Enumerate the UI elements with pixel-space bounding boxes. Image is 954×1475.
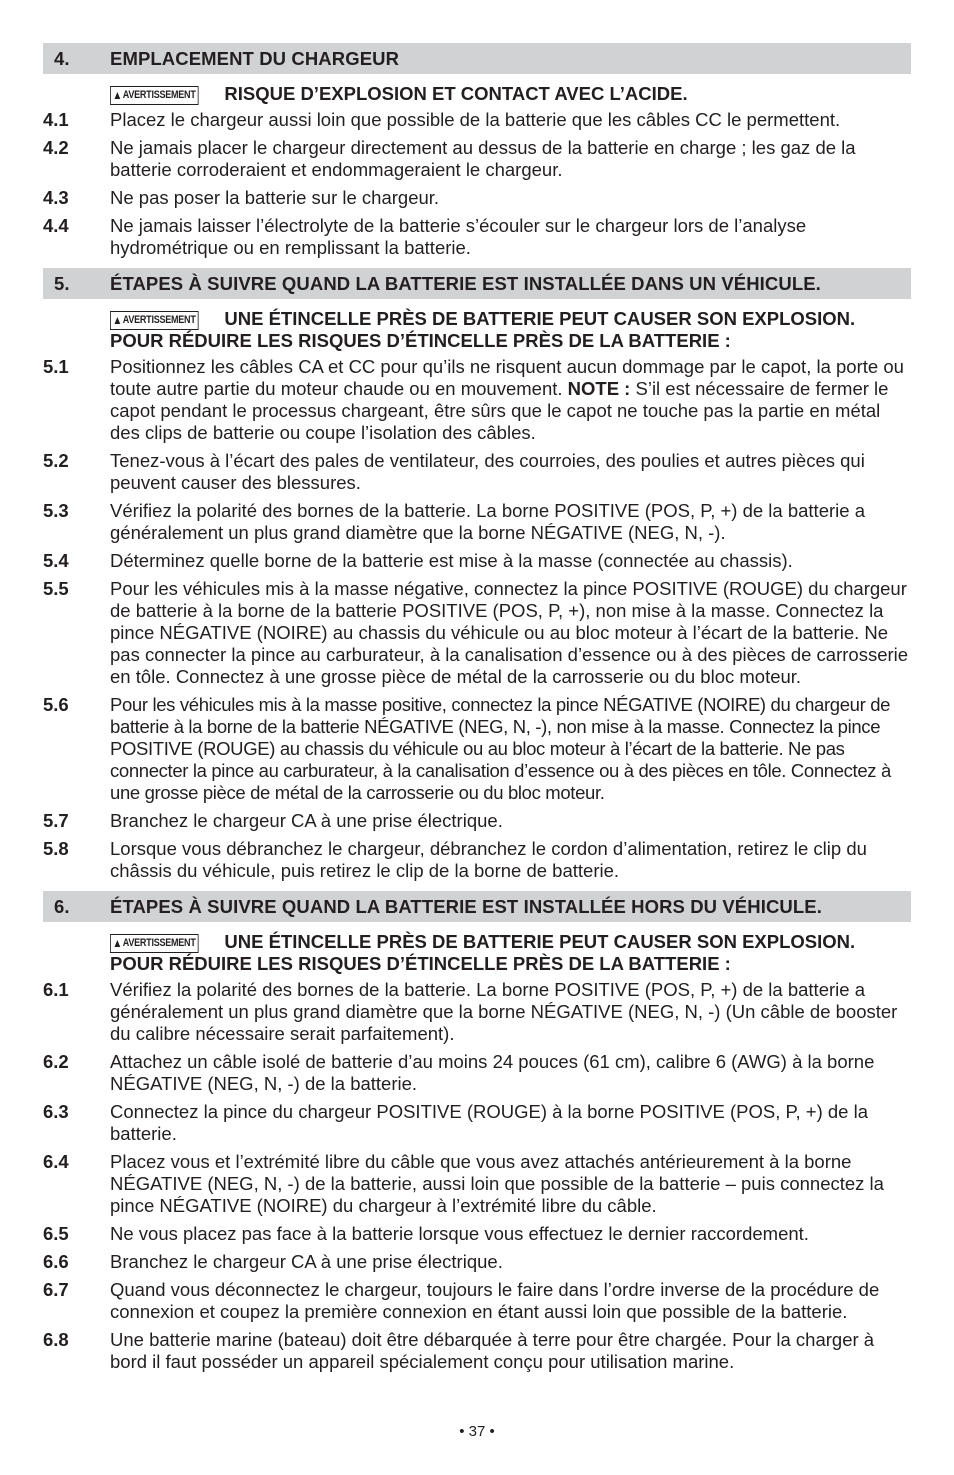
item-number: 5.4 [43, 550, 69, 571]
item-number: 5.5 [43, 578, 69, 599]
warning-text: UNE ÉTINCELLE PRÈS DE BATTERIE PEUT CAUSER SON EXPLOSION. POUR RÉDUIRE LES RISQUES D’ÉTINCELLE PRÈS DE LA BATTERIE : [110, 931, 856, 974]
list-item [43, 187, 911, 209]
item-text [110, 1279, 911, 1323]
section-number: 4. [54, 47, 70, 69]
item-body: Attachez un câble isolé de batterie d’au moins 24 pouces (61 cm), calibre 6 (AWG) à la borne NÉGATIVE (NEG, N, -) de la batterie. [110, 1051, 875, 1094]
item-body: Branchez le chargeur CA à une prise électrique. [110, 810, 503, 831]
item-number: 6.4 [43, 1151, 69, 1172]
item-text [110, 1051, 911, 1095]
item-number: 5.2 [43, 450, 69, 471]
item-text [110, 1101, 911, 1145]
item-body: Pour les véhicules mis à la masse négative, connectez la pince POSITIVE (ROUGE) du chargeur de batterie à la borne de la batterie POSITIVE (POS, P, +), non mise à la masse. Connectez la pince NÉGATIVE (NOIRE) au chassis du véhicule ou au bloc moteur à l’écart de la batterie. Ne pas connecter la pince au carburateur, à la canalisation d’essence ou à des pièces de carrosserie en tôle. Connectez à une grosse pièce de métal de la carrosserie ou du bloc moteur. [110, 578, 909, 687]
section-title: EMPLACEMENT DU CHARGEUR [110, 47, 400, 69]
list-item [43, 215, 911, 259]
list-item [43, 578, 911, 688]
document-page [43, 43, 911, 1373]
section-5 [43, 268, 911, 882]
item-text [110, 578, 911, 688]
section-number: 6. [54, 895, 70, 917]
item-number: 4.2 [43, 137, 69, 158]
warning-block [110, 922, 911, 975]
list-item [43, 810, 911, 832]
item-body: Placez vous et l’extrémité libre du câble que vous avez attachés antérieurement à la borne NÉGATIVE (NEG, N, -) de la batterie, aussi loin que possible de la batterie – puis connectez la pince NÉGATIVE (NOIRE) du chargeur à l’extrémité libre du câble. [110, 1151, 884, 1216]
warning-triangle-icon: ▲ [112, 936, 122, 950]
item-number: 5.3 [43, 500, 69, 521]
item-body: Une batterie marine (bateau) doit être débarquée à terre pour être chargée. Pour la charger à bord il faut posséder un appareil spécialement conçu pour utilisation marine. [110, 1329, 875, 1372]
item-text [110, 356, 911, 444]
section-4 [43, 43, 911, 259]
warning-badge-label: AVERTISSEMENT [122, 937, 196, 949]
warning-badge [110, 934, 199, 953]
item-body: Placez le chargeur aussi loin que possible de la batterie que les câbles CC le permettent. [110, 109, 841, 130]
list-item [43, 550, 911, 572]
item-text [110, 450, 911, 494]
item-text [110, 838, 911, 882]
list-item [43, 694, 911, 804]
section-header [43, 43, 911, 74]
warning-badge [110, 311, 199, 330]
item-body: Vérifiez la polarité des bornes de la batterie. La borne POSITIVE (POS, P, +) de la batterie a généralement un plus grand diamètre que la borne NÉGATIVE (NEG, N, -) (Un câble de booster du calibre nécessaire serait parfaitement). [110, 979, 898, 1044]
section-title: ÉTAPES À SUIVRE QUAND LA BATTERIE EST INSTALLÉE DANS UN VÉHICULE. [110, 272, 821, 294]
item-body: Ne jamais laisser l’électrolyte de la batterie s’écouler sur le chargeur lors de l’analyse hydrométrique ou en remplissant la batterie. [110, 215, 807, 258]
item-body: Pour les véhicules mis à la masse positive, connectez la pince NÉGATIVE (NOIRE) du chargeur de batterie à la borne de la batterie NÉGATIVE (NEG, N, -), non mise à la masse. Connectez la pince POSITIVE (ROUGE) au chassis du véhicule ou au bloc moteur à l’écart de la batterie. Ne pas connecter la pince au carburateur, à la canalisation d’essence ou à des pièces en tôle. Connectez à une grosse pièce de métal de la carrosserie ou du bloc moteur. [110, 694, 891, 803]
list-item [43, 109, 911, 131]
item-number: 6.8 [43, 1329, 69, 1350]
item-text [110, 1151, 911, 1217]
list-item [43, 500, 911, 544]
warning-text: UNE ÉTINCELLE PRÈS DE BATTERIE PEUT CAUSER SON EXPLOSION. POUR RÉDUIRE LES RISQUES D’ÉTINCELLE PRÈS DE LA BATTERIE : [110, 308, 856, 351]
item-text [110, 215, 911, 259]
item-body: Ne vous placez pas face à la batterie lorsque vous effectuez le dernier raccordement. [110, 1223, 809, 1244]
list-item [43, 356, 911, 444]
section-title: ÉTAPES À SUIVRE QUAND LA BATTERIE EST INSTALLÉE HORS DU VÉHICULE. [110, 895, 822, 917]
item-text [110, 1251, 911, 1273]
item-number: 6.5 [43, 1223, 69, 1244]
item-number: 4.4 [43, 215, 69, 236]
warning-triangle-icon: ▲ [112, 88, 122, 102]
item-number: 5.6 [43, 694, 69, 715]
item-number: 6.1 [43, 979, 69, 1000]
warning-badge [110, 86, 199, 105]
item-body: Déterminez quelle borne de la batterie est mise à la masse (connectée au chassis). [110, 550, 793, 571]
list-item [43, 838, 911, 882]
warning-block [110, 299, 911, 352]
item-number: 4.3 [43, 187, 69, 208]
warning-text: RISQUE D’EXPLOSION ET CONTACT AVEC L’ACIDE. [224, 83, 688, 104]
item-number: 6.6 [43, 1251, 69, 1272]
list-item [43, 1329, 911, 1373]
item-number: 6.3 [43, 1101, 69, 1122]
list-item [43, 137, 911, 181]
item-text [110, 1223, 911, 1245]
warning-badge-label: AVERTISSEMENT [122, 89, 196, 101]
note-text: S’il est nécessaire de fermer le capot pendant le processus chargeant, être sûrs que le capot ne touche pas la partie en métal des clips de batterie ou coupe l’isolation des câbles. [110, 378, 889, 443]
item-number: 5.8 [43, 838, 69, 859]
item-body: Tenez-vous à l’écart des pales de ventilateur, des courroies, des poulies et autres pièces qui peuvent causer des blessures. [110, 450, 865, 493]
item-body: Connectez la pince du chargeur POSITIVE (ROUGE) à la borne POSITIVE (POS, P, +) de la batterie. [110, 1101, 868, 1144]
list-item [43, 1279, 911, 1323]
item-body: Ne pas poser la batterie sur le chargeur. [110, 187, 440, 208]
item-body: Branchez le chargeur CA à une prise électrique. [110, 1251, 503, 1272]
list-item [43, 1101, 911, 1145]
item-text [110, 810, 911, 832]
item-number: 6.7 [43, 1279, 69, 1300]
item-text [110, 137, 911, 181]
item-body: Positionnez les câbles CA et CC pour qu’ils ne risquent aucun dommage par le capot, la porte ou toute autre partie du moteur chaude ou en mouvement. [110, 356, 904, 399]
section-header [43, 268, 911, 299]
list-item [43, 979, 911, 1045]
item-text [110, 694, 911, 804]
note-label: NOTE : [567, 378, 631, 399]
item-text [110, 1329, 911, 1373]
item-body: Ne jamais placer le chargeur directement au dessus de la batterie en charge ; les gaz de la batterie corroderaient et endommageraient le chargeur. [110, 137, 856, 180]
item-body: Quand vous déconnectez le chargeur, toujours le faire dans l’ordre inverse de la procédure de connexion et coupez la première connexion en étant aussi loin que possible de la batterie. [110, 1279, 880, 1322]
list-item [43, 1151, 911, 1217]
list-item [43, 450, 911, 494]
section-header [43, 891, 911, 922]
section-6 [43, 891, 911, 1373]
item-number: 5.1 [43, 356, 69, 377]
item-number: 4.1 [43, 109, 69, 130]
list-item [43, 1223, 911, 1245]
item-body: Lorsque vous débranchez le chargeur, débranchez le cordon d’alimentation, retirez le clip du châssis du véhicule, puis retirez le clip de la borne de batterie. [110, 838, 867, 881]
list-item [43, 1251, 911, 1273]
item-text [110, 500, 911, 544]
item-text [110, 550, 911, 572]
item-number: 6.2 [43, 1051, 69, 1072]
list-item [43, 1051, 911, 1095]
item-text [110, 979, 911, 1045]
warning-badge-label: AVERTISSEMENT [122, 314, 196, 326]
item-body: Vérifiez la polarité des bornes de la batterie. La borne POSITIVE (POS, P, +) de la batterie a généralement un plus grand diamètre que la borne NÉGATIVE (NEG, N, -). [110, 500, 865, 543]
item-number: 5.7 [43, 810, 69, 831]
section-number: 5. [54, 272, 70, 294]
item-text [110, 187, 911, 209]
item-text [110, 109, 911, 131]
page-number: • 37 • [459, 1423, 495, 1440]
warning-block [110, 74, 911, 105]
warning-triangle-icon: ▲ [112, 313, 122, 327]
